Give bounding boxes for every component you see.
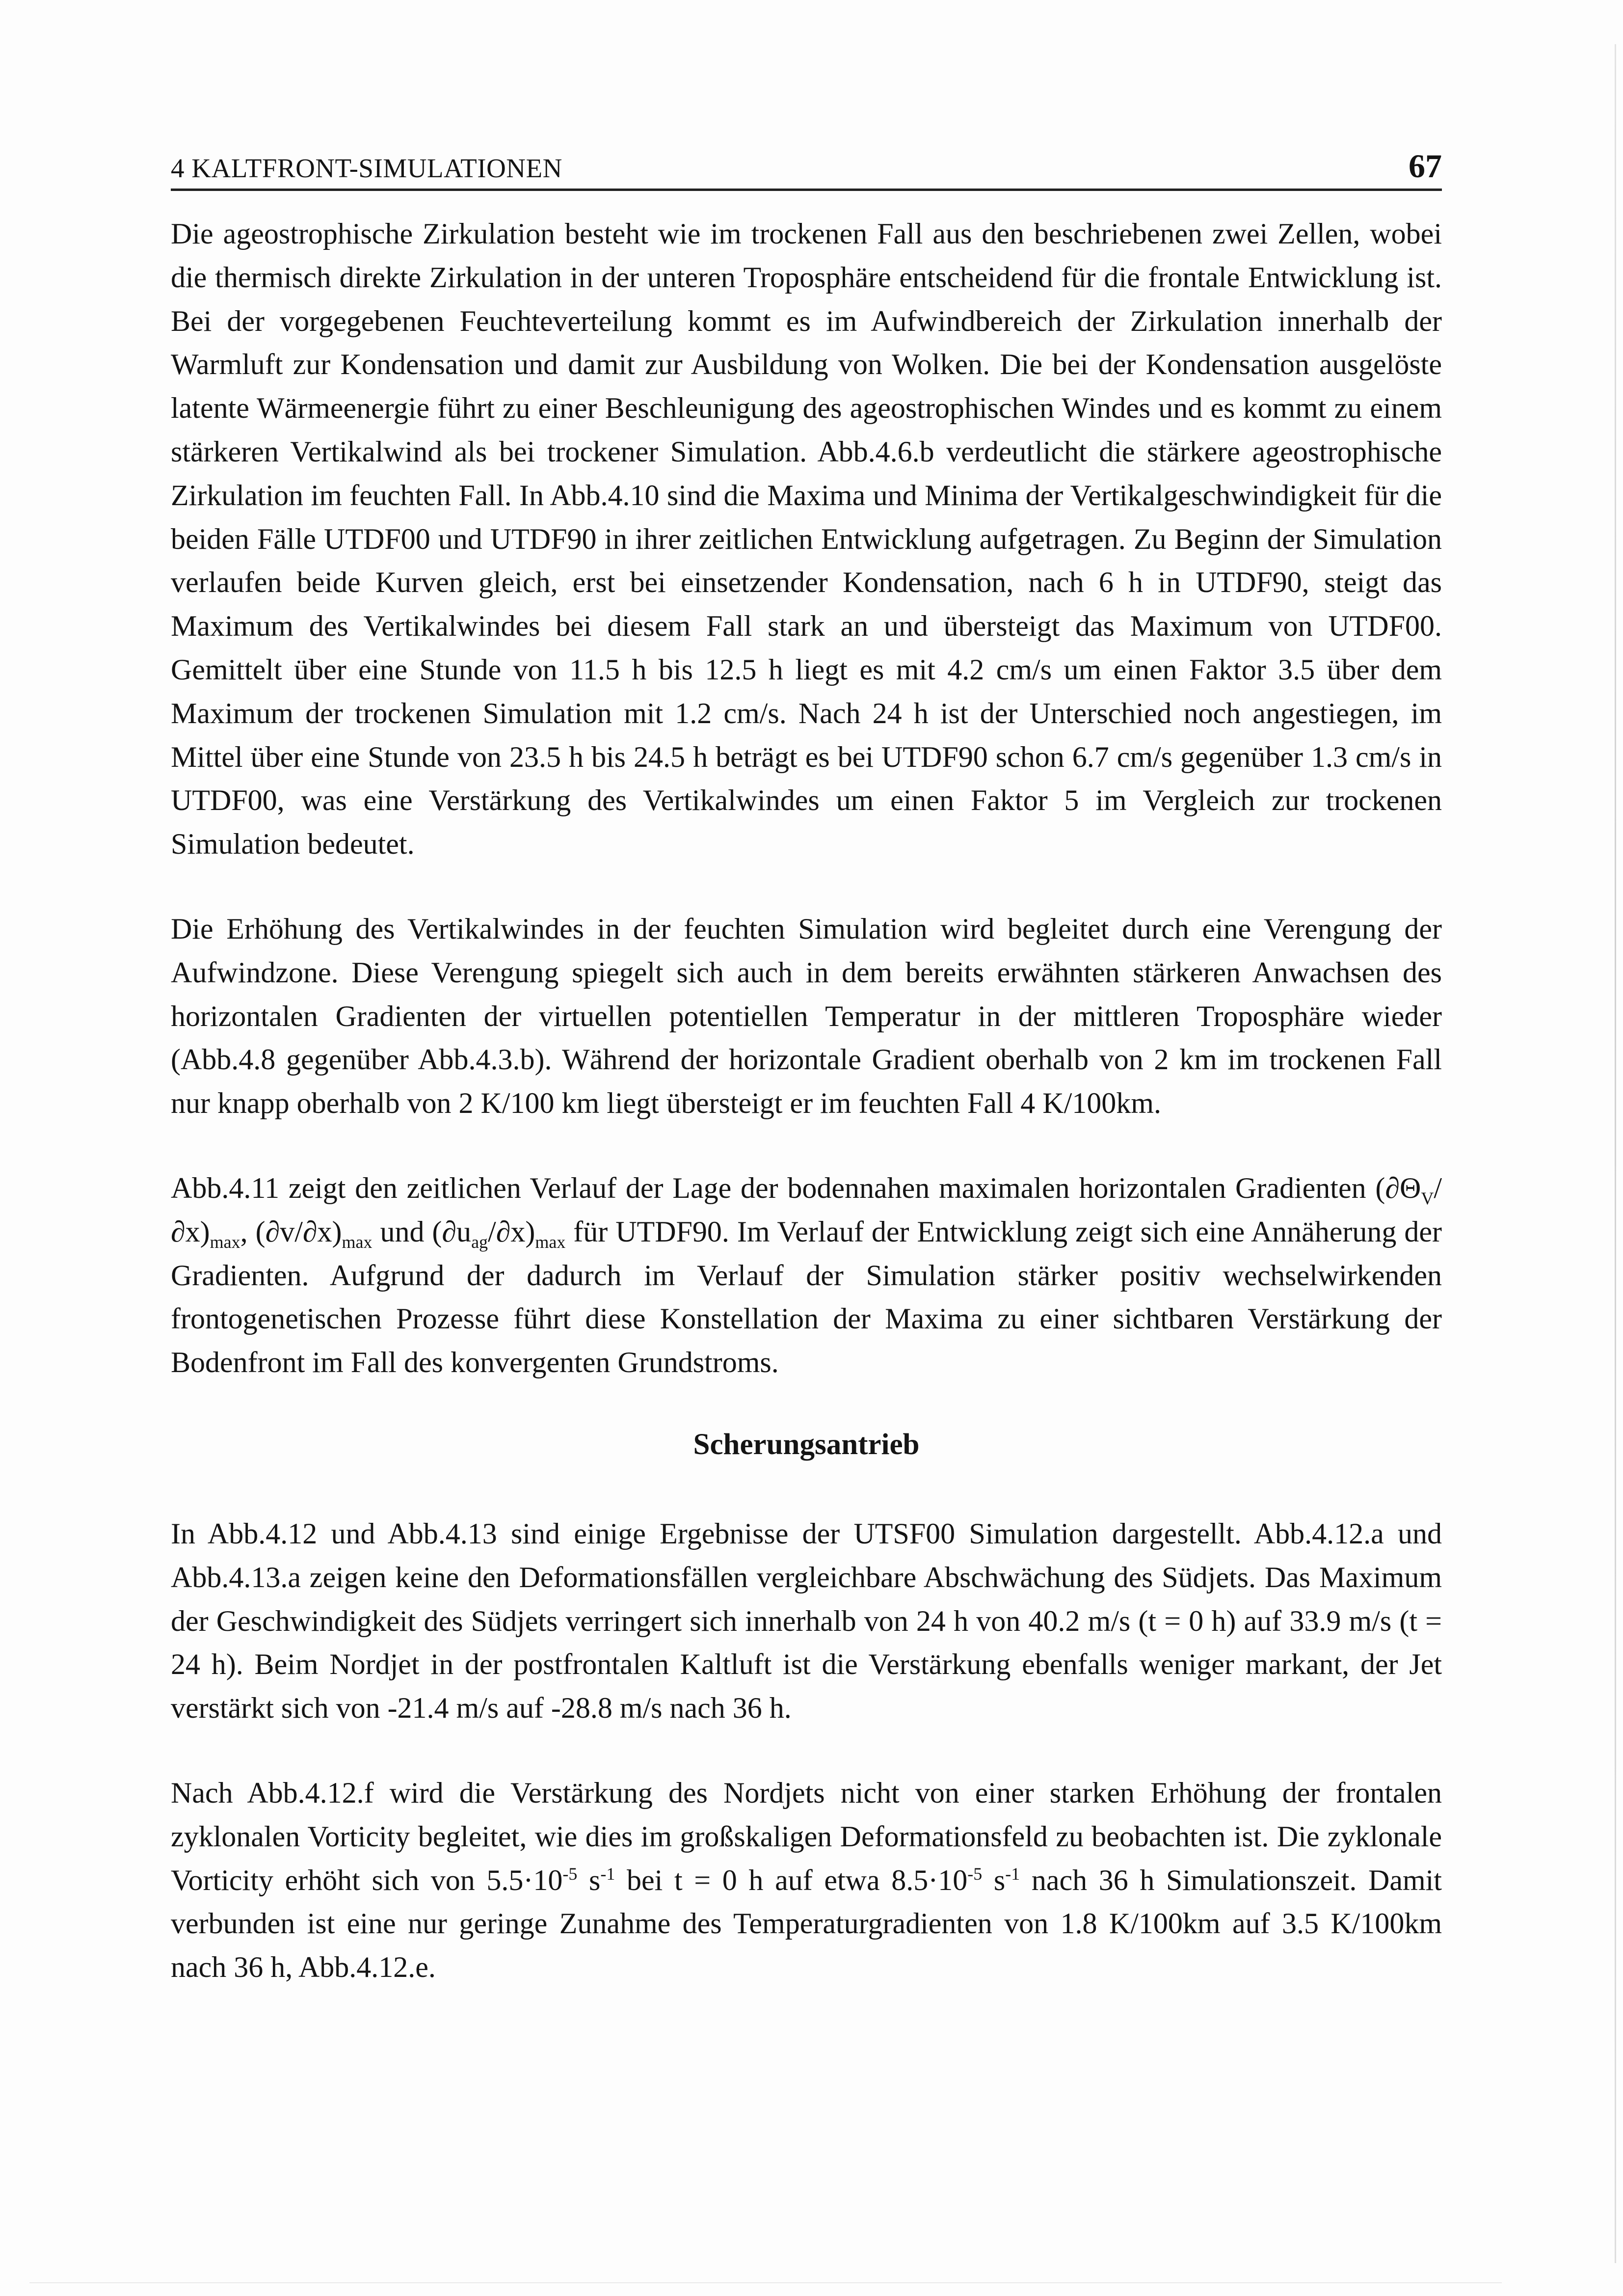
paragraph-1: Die ageostrophische Zirkulation besteht wie im trockenen Fall aus den beschriebenen zwei Zellen, wobei die thermisch direkte Zirkulation in der unteren Troposphäre entscheidend für die frontale Entwicklung ist. Bei der vorgegebenen Feuchteverteilung kommt es im Aufwindbereich der Zirkulation innerhalb der Warmluft zur Kondensation und damit zur Ausbildung von Wolken. Die bei der Kondensation ausgelöste latente Wärmeenergie führt zu einer Beschleunigung des ageostrophischen Windes und es kommt zu einem stärkeren Vertikalwind als bei trockener Simulation. Abb.4.6.b verdeutlicht die stärkere ageostrophische Zirkulation im feuchten Fall. In Abb.4.10 sind die Maxima und Minima der Vertikalgeschwindigkeit für die beiden Fälle UTDF00 und UTDF90 in ihrer zeitlichen Entwicklung aufgetragen. Zu Beginn der Simulation verlaufen beide Kurven gleich, erst bei einsetzender Kondensation, nach 6 h in UTDF90, steigt das Maximum des Vertikalwindes bei diesem Fall stark an und übersteigt das Maximum von UTDF00. Gemittelt über eine Stunde von 11.5 h bis 12.5 h liegt es mit 4.2 cm/s um einen Faktor 3.5 über dem Maximum der trockenen Simulation mit 1.2 cm/s. Nach 24 h ist der Unterschied noch angestiegen, im Mittel über eine Stunde von 23.5 h bis 24.5 h beträgt es bei UTDF90 schon 6.7 cm/s gegenüber 1.3 cm/s in UTDF00, was eine Verstärkung des Vertikalwindes um einen Faktor 5 im Vergleich zur trockenen Simulation bedeutet.: [171, 217, 1442, 861]
scan-bottom-edge: [29, 2282, 1502, 2283]
paragraph-5: Nach Abb.4.12.f wird die Verstärkung des Nordjets nicht von einer starken Erhöhung der frontalen zyklonalen Vorticity begleitet, wie dies im großskaligen Deformationsfeld zu beobachten ist. Die zyklonale Vorticity erhöht sich von $5.5\cdot 10^{-5}$ $s^{-1}$ bei t = 0 h auf etwa $8.5\cdot 10^{-5}$ $s^{-1}$ nach 36 h Simulationszeit. Damit verbunden ist eine nur geringe Zunahme des Temperaturgradienten von 1.8 K/100km auf 3.5 K/100km nach 36 h, Abb.4.12.e.: [171, 1776, 1442, 1984]
paragraph-2: Die Erhöhung des Vertikalwindes in der feuchten Simulation wird begleitet durch eine Verengung der Aufwindzone. Diese Verengung spiegelt sich auch in dem bereits erwähnten stärkeren Anwachsen des horizontalen Gradienten der virtuellen potentiellen Temperatur in der mittleren Troposphäre wieder (Abb.4.8 gegenüber Abb.4.3.b). Während der horizontale Gradient oberhalb von 2 km im trockenen Fall nur knapp oberhalb von 2 K/100 km liegt übersteigt er im feuchten Fall 4 K/100km.: [171, 912, 1442, 1120]
section-heading: Scherungsantrieb: [693, 1428, 920, 1461]
chapter-title: 4 KALTFRONT-SIMULATIONEN: [171, 153, 562, 183]
paragraph-3: Abb.4.11 zeigt den zeitlichen Verlauf der Lage der bodennahen maximalen horizontalen Gradienten $(\partial\Theta_V/\partial x)_{max}$, $(\partial v/\partial x)_{max}$ und $(\partial u_{ag}/\partial x)_{max}$ für UTDF90. Im Verlauf der Entwicklung zeigt sich eine Annäherung der Gradienten. Aufgrund der dadurch im Verlauf der Simulation stärker positiv wechselwirkenden frontogenetischen Prozesse führt diese Konstellation der Maxima zu einer sichtbaren Verstärkung der Bodenfront im Fall des konvergenten Grundstroms.: [171, 1171, 1442, 1379]
page-number: 67: [1409, 147, 1442, 185]
body-text: [171, 212, 1442, 1989]
paragraph-4: In Abb.4.12 und Abb.4.13 sind einige Ergebnisse der UTSF00 Simulation dargestellt. Abb.4.12.a und Abb.4.13.a zeigen keine den Deformationsfällen vergleichbare Abschwächung des Südjets. Das Maximum der Geschwindigkeit des Südjets verringert sich innerhalb von 24 h von 40.2 m/s (t = 0 h) auf 33.9 m/s (t = 24 h). Beim Nordjet in der postfrontalen Kaltluft ist die Verstärkung ebenfalls weniger markant, der Jet verstärkt sich von -21.4 m/s auf -28.8 m/s nach 36 h.: [171, 1517, 1442, 1725]
scan-edge: [1615, 44, 1616, 2263]
running-header: [171, 146, 1442, 191]
